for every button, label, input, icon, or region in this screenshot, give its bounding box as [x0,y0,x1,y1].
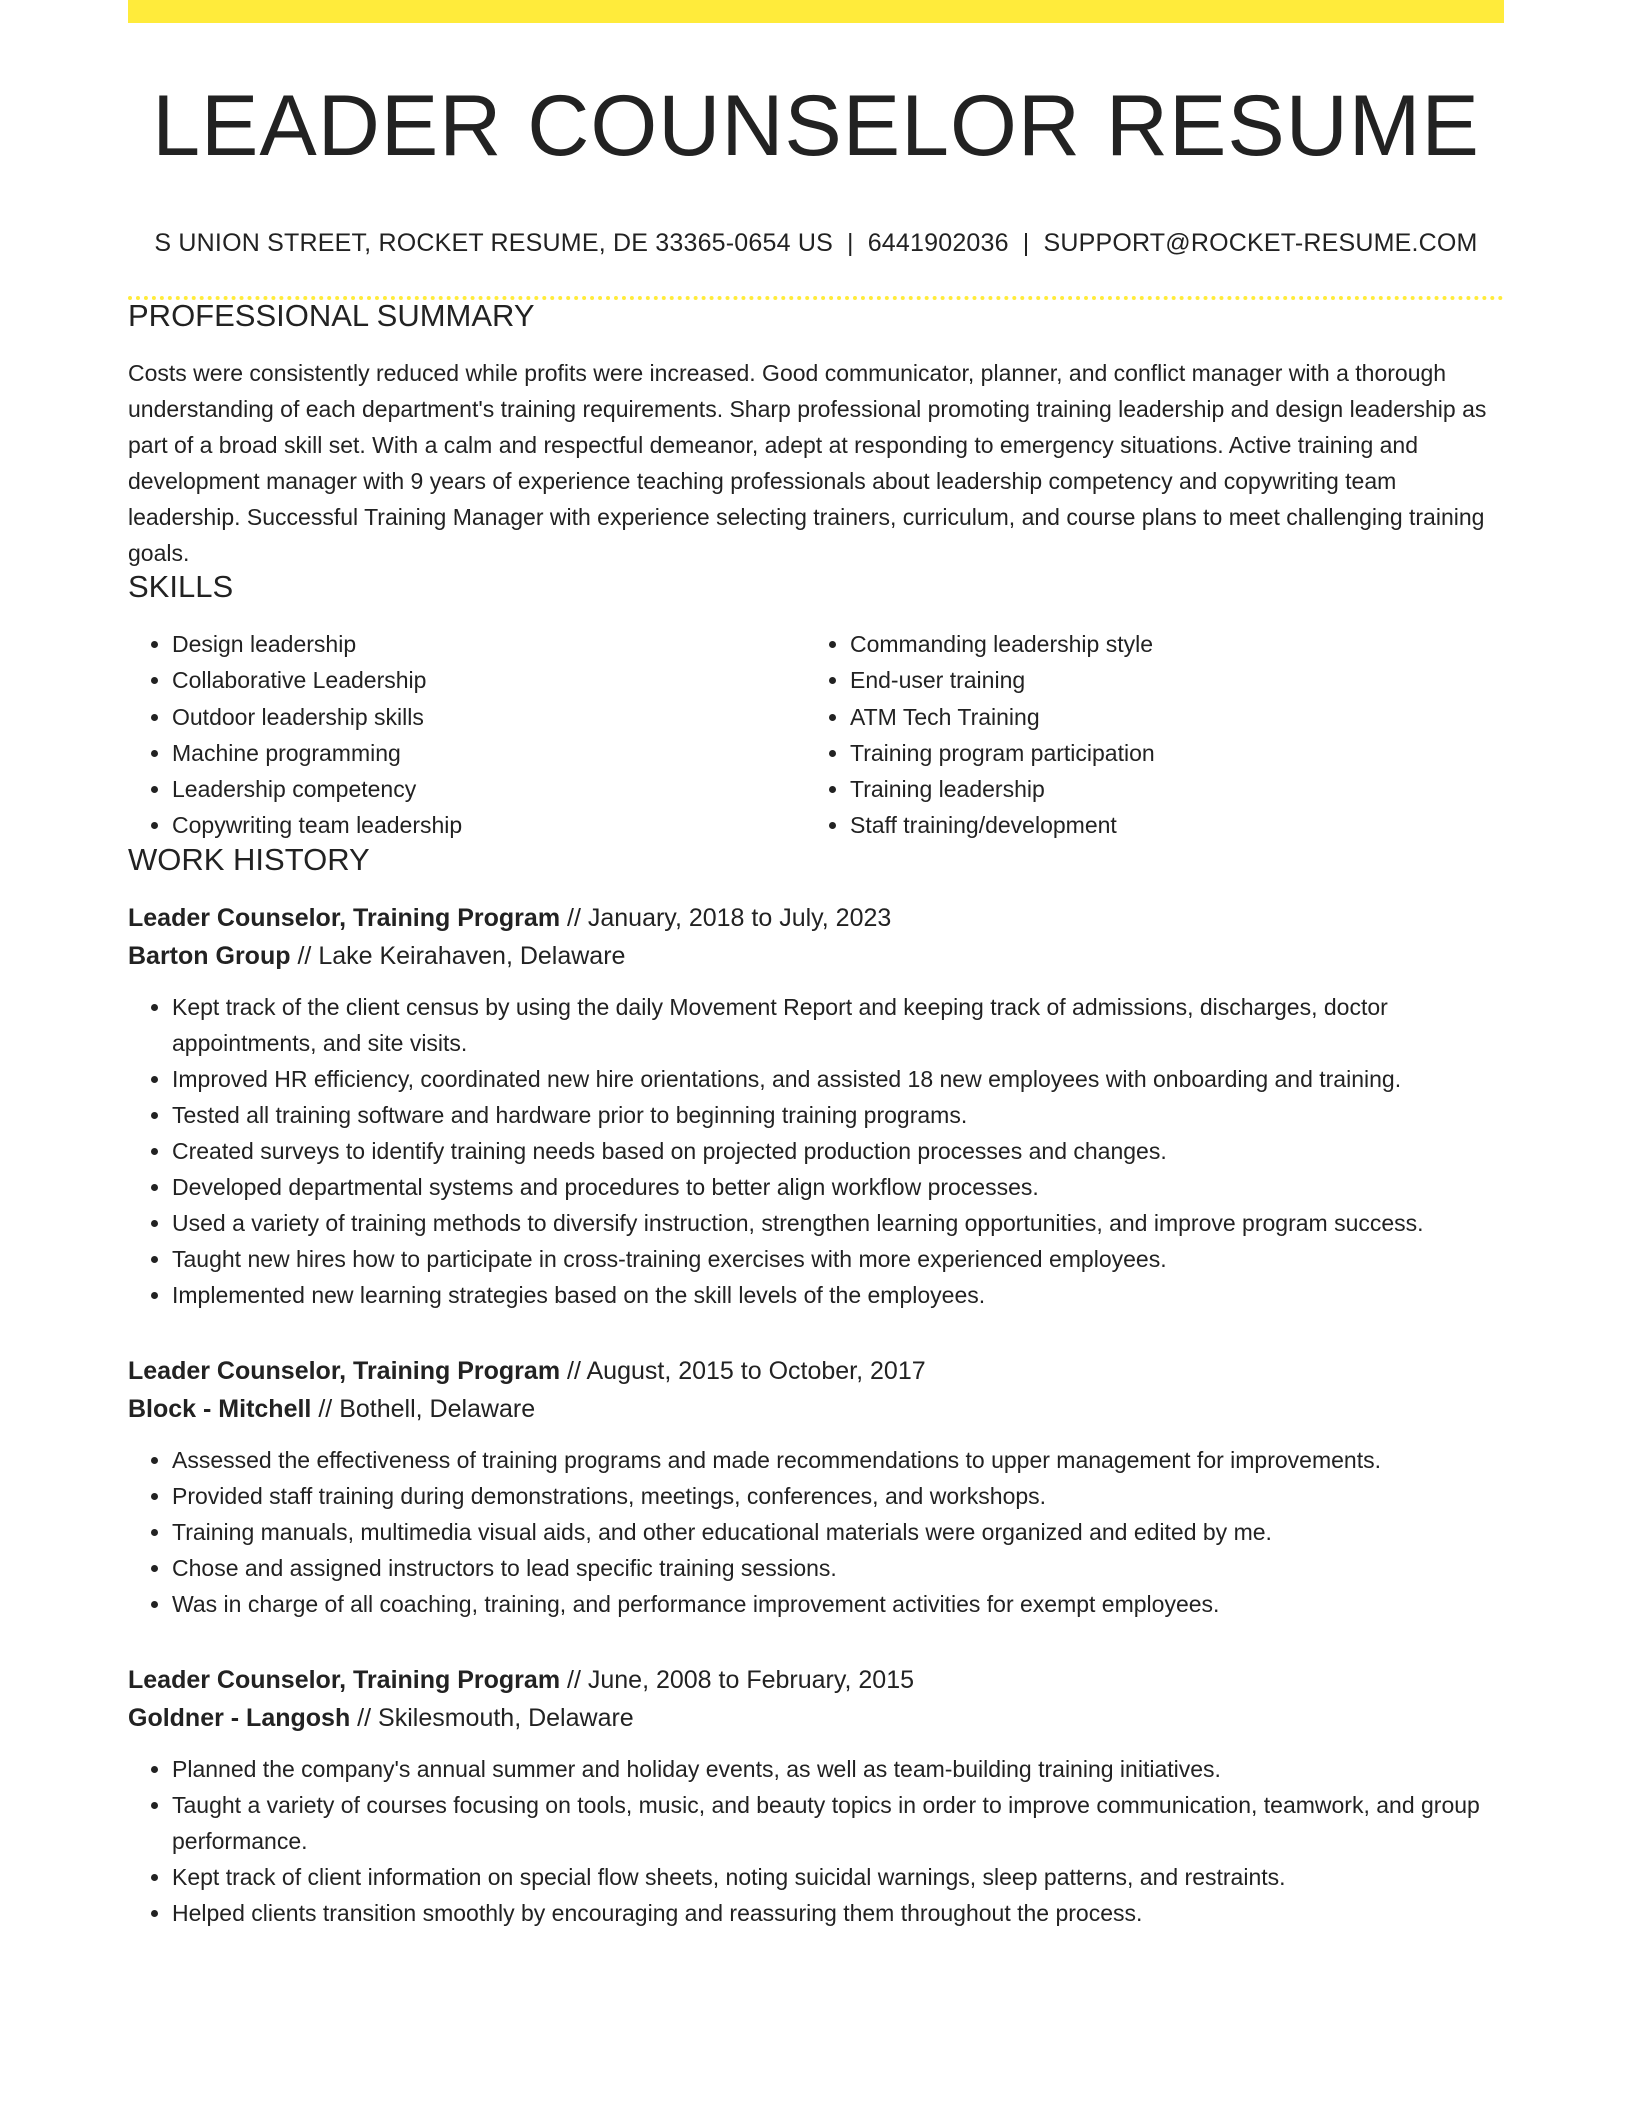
job-bullet: • Chose and assigned instructors to lead specific training sessions. [172,1550,1504,1586]
job-bullet: • Implemented new learning strategies based on the skill levels of the employees. [172,1277,1504,1313]
job-separator: // [297,941,312,970]
job-entry [128,1661,1504,1931]
skill-item: • End-user training [850,662,1484,698]
job-bullet: • Planned the company's annual summer and holiday events, as well as team-building training initiatives. [172,1751,1504,1787]
job-bullet: • Tested all training software and hardware prior to beginning training programs. [172,1097,1504,1133]
email: SUPPORT@ROCKET-RESUME.COM [1043,229,1478,257]
job-separator: // [567,1356,581,1385]
skills-column-right [806,626,1484,844]
skills-heading: SKILLS [128,569,234,604]
contact-line [128,231,1504,256]
work-history-heading: WORK HISTORY [128,841,370,877]
skill-item: • Copywriting team leadership [172,807,806,843]
job-company-line [128,937,1504,975]
accent-bar [128,0,1504,23]
skills-list [128,626,1504,844]
skill-item: • Staff training/development [850,807,1484,843]
job-location: Skilesmouth, Delaware [378,1703,634,1732]
job-entry [128,1352,1504,1622]
skill-item: • Outdoor leadership skills [172,699,806,735]
job-company-line [128,1699,1504,1737]
job-position: Leader Counselor, Training Program [128,1665,561,1694]
phone: 6441902036 [867,229,1009,257]
skill-item: • Machine programming [172,735,806,771]
skill-item: • Collaborative Leadership [172,662,806,698]
job-company: Block - Mitchell [128,1394,312,1423]
skill-item: • Leadership competency [172,771,806,807]
job-bullet: • Training manuals, multimedia visual aids, and other educational materials were organized and edited by me. [172,1514,1504,1550]
skills-column-left [128,626,806,844]
job-bullet: • Helped clients transition smoothly by encouraging and reassuring them throughout the process. [172,1895,1504,1931]
job-company-line [128,1390,1504,1428]
job-bullet: • Taught a variety of courses focusing on tools, music, and beauty topics in order to improve communication, teamwork, and group performance. [172,1787,1504,1859]
job-bullets [128,1442,1504,1622]
summary-text: Costs were consistently reduced while profits were increased. Good communicator, planner, and conflict manager with a thorough understanding of each department's training requirements. Sharp professional promoting training leadership and design leadership as part of a broad skill set. With a calm and respectful demeanor, adept at responding to emergency situations. Active training and development manager with 9 years of experience teaching professionals about leadership competency and copywriting team leadership. Successful Training Manager with experience selecting trainers, curriculum, and course plans to meet challenging training goals. [128,360,1487,566]
job-separator: // [357,1703,372,1732]
skill-item: • Training program participation [850,735,1484,771]
job-dates: January, 2018 to July, 2023 [587,903,892,932]
job-bullet: • Used a variety of training methods to diversify instruction, strengthen learning opportunities, and improve program success. [172,1205,1504,1241]
skill-item: • Training leadership [850,771,1484,807]
job-bullet: • Created surveys to identify training needs based on projected production processes and changes. [172,1133,1504,1169]
job-title-line [128,1352,1504,1390]
job-position: Leader Counselor, Training Program [128,1356,561,1385]
skill-item: • Commanding leadership style [850,626,1484,662]
contact-separator: | [847,229,854,257]
job-bullet: • Improved HR efficiency, coordinated new hire orientations, and assisted 18 new employees with onboarding and training. [172,1061,1504,1097]
resume-title: LEADER COUNSELOR RESUME [152,78,1480,174]
job-bullet: • Provided staff training during demonstrations, meetings, conferences, and workshops. [172,1478,1504,1514]
job-separator: // [567,903,581,932]
job-bullet: • Developed departmental systems and procedures to better align workflow processes. [172,1169,1504,1205]
job-title-line [128,899,1504,937]
skill-item: • ATM Tech Training [850,699,1484,735]
contact-separator: | [1022,229,1030,257]
job-title-line [128,1661,1504,1699]
job-dates: June, 2008 to February, 2015 [587,1665,915,1694]
job-location: Bothell, Delaware [339,1394,536,1423]
summary-heading: PROFESSIONAL SUMMARY [128,298,535,333]
job-entry [128,899,1504,1313]
job-bullet: • Was in charge of all coaching, training, and performance improvement activities for exempt employees. [172,1586,1504,1622]
job-dates: August, 2015 to October, 2017 [586,1356,926,1385]
resume-page [128,0,1504,1931]
job-bullets [128,989,1504,1313]
job-separator: // [567,1665,581,1694]
job-company: Goldner - Langosh [128,1703,351,1732]
job-company: Barton Group [128,941,291,970]
job-bullet: • Kept track of the client census by using the daily Movement Report and keeping track of admissions, discharges, doctor appointments, and site visits. [172,989,1504,1061]
address: S UNION STREET, ROCKET RESUME, DE 33365-0654 US [154,229,833,257]
job-bullet: • Assessed the effectiveness of training programs and made recommendations to upper management for improvements. [172,1442,1504,1478]
job-bullets [128,1751,1504,1931]
job-bullet: • Taught new hires how to participate in cross-training exercises with more experienced employees. [172,1241,1504,1277]
job-location: Lake Keirahaven, Delaware [318,941,626,970]
job-separator: // [318,1394,333,1423]
skill-item: • Design leadership [172,626,806,662]
job-position: Leader Counselor, Training Program [128,903,561,932]
job-bullet: • Kept track of client information on special flow sheets, noting suicidal warnings, sleep patterns, and restraints. [172,1859,1504,1895]
